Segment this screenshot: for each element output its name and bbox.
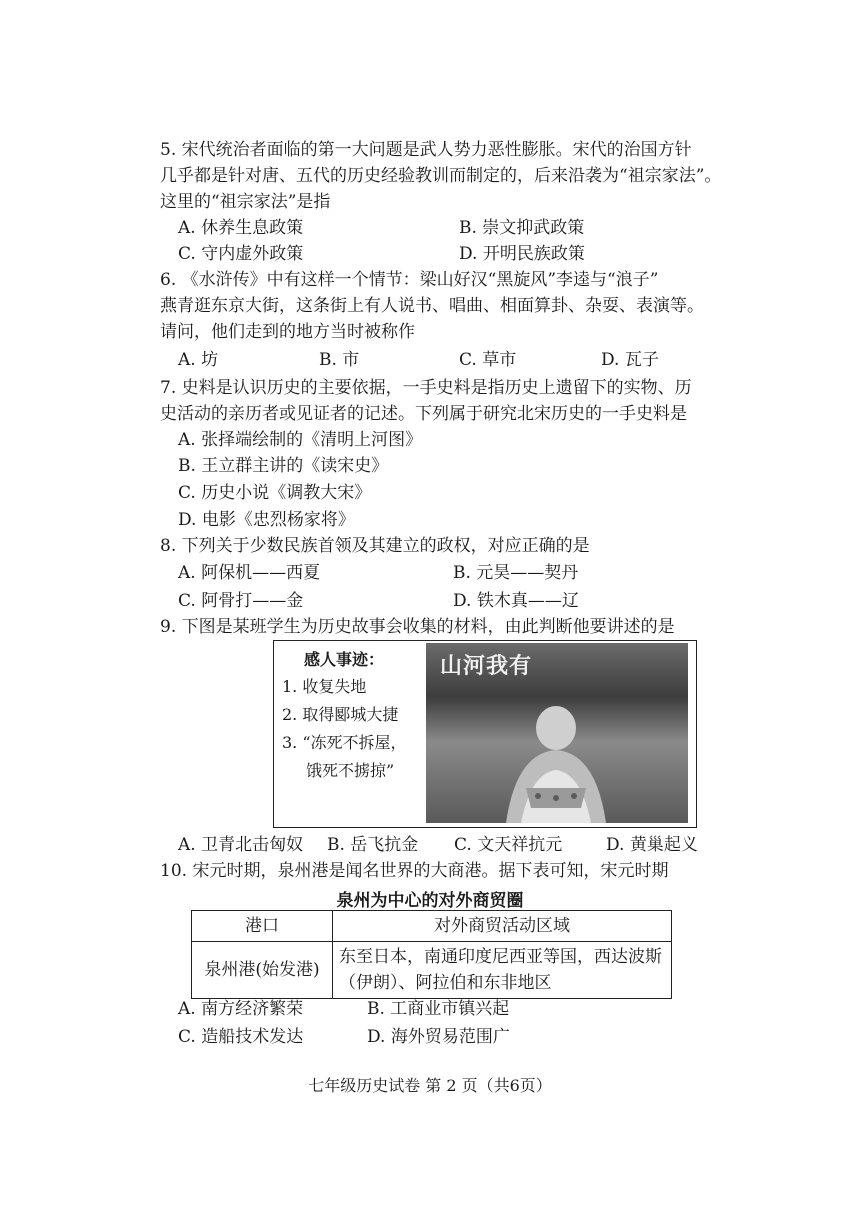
q7-option-c: C. 历史小说《调教大宋》 [178,483,372,503]
q10-option-b: B. 工商业市镇兴起 [367,999,510,1019]
q6-option-d: D. 瓦子 [601,350,659,370]
q9-figure-title: 感人事迹： [304,650,385,669]
q9-option-a: A. 卫青北击匈奴 [178,835,304,855]
q5-option-d: D. 开明民族政策 [459,244,585,264]
q10-option-d: D. 海外贸易范围广 [367,1027,510,1047]
q7-line-2: 史活动的亲历者或见证者的记述。下列属于研究北宋历史的一手史料是 [160,404,687,424]
q8-option-b: B. 元昊——契丹 [453,563,579,583]
q7-option-b: B. 王立群主讲的《读宋史》 [178,456,389,476]
general-figure-icon [466,698,646,823]
page-footer: 七年级历史试卷 第 2 页（共6页） [308,1076,552,1095]
q6-line-2: 燕青逛东京大街，这条街上有人说书、唱曲、相面算卦、杂耍、表演等。 [160,296,704,316]
q9-option-b: B. 岳飞抗金 [327,835,419,855]
q5-line-1: 5. 宋代统治者面临的第一大问题是武人势力恶性膨胀。宋代的治国方针 [160,140,692,160]
q6-line-1: 6. 《水浒传》中有这样一个情节：梁山好汉“黑旋风”李逵与“浪子” [160,270,659,290]
q9-option-c: C. 文天祥抗元 [454,835,563,855]
q5-line-3: 这里的“祖宗家法”是指 [160,192,331,212]
table-cell-region: 东至日本，南通印度尼西亚等国，西达波斯（伊朗）、阿拉伯和东非地区 [333,942,672,999]
q8-option-d: D. 铁木真——辽 [453,591,579,611]
q8-line-1: 8. 下列关于少数民族首领及其建立的政权，对应正确的是 [160,536,590,556]
q10-table-title: 泉州为中心的对外商贸圈 [336,891,524,911]
q9-poster-image [426,643,688,823]
q7-option-a: A. 张择端绘制的《清明上河图》 [178,430,423,450]
q9-figure-item-2: 2. 取得郾城大捷 [282,705,399,724]
q5-line-2: 几乎都是针对唐、五代的历史经验教训而制定的，后来沿袭为“祖宗家法”。 [160,166,722,186]
q9-option-d: D. 黄巢起义 [606,835,698,855]
q10-option-a: A. 南方经济繁荣 [178,999,304,1019]
q6-line-3: 请问，他们走到的地方当时被称作 [160,322,415,342]
q5-option-b: B. 崇文抑武政策 [459,218,585,238]
q9-figure-item-4: 饿死不掳掠” [306,761,395,780]
q6-option-c: C. 草市 [459,350,517,370]
q10-option-c: C. 造船技术发达 [178,1027,304,1047]
q9-line-1: 9. 下图是某班学生为历史故事会收集的材料，由此判断他要讲述的是 [160,617,675,637]
q10-line-1: 10. 宋元时期，泉州港是闻名世界的大商港。据下表可知，宋元时期 [160,861,669,881]
q9-figure [273,640,697,828]
q9-figure-item-1: 1. 收复失地 [282,677,367,696]
table-row [192,942,672,999]
q9-figure-item-3: 3. “冻死不拆屋， [282,733,407,752]
poster-banner-text: 山河我有 [440,654,533,679]
q6-option-a: A. 坊 [178,350,219,370]
q8-option-a: A. 阿保机——西夏 [178,563,321,583]
q5-option-c: C. 守内虚外政策 [178,244,304,264]
q5-option-a: A. 休养生息政策 [178,218,304,238]
table-header-region: 对外商贸活动区域 [333,911,672,942]
q6-option-b: B. 市 [319,350,360,370]
q7-option-d: D. 电影《忠烈杨家将》 [178,510,355,530]
q8-option-c: C. 阿骨打——金 [178,591,304,611]
q10-trade-table [191,910,672,999]
q7-line-1: 7. 史料是认识历史的主要依据，一手史料是指历史上遗留下的实物、历 [160,378,692,398]
table-header-row [192,911,672,942]
table-header-port: 港口 [192,911,333,942]
table-cell-port: 泉州港(始发港) [192,942,333,999]
